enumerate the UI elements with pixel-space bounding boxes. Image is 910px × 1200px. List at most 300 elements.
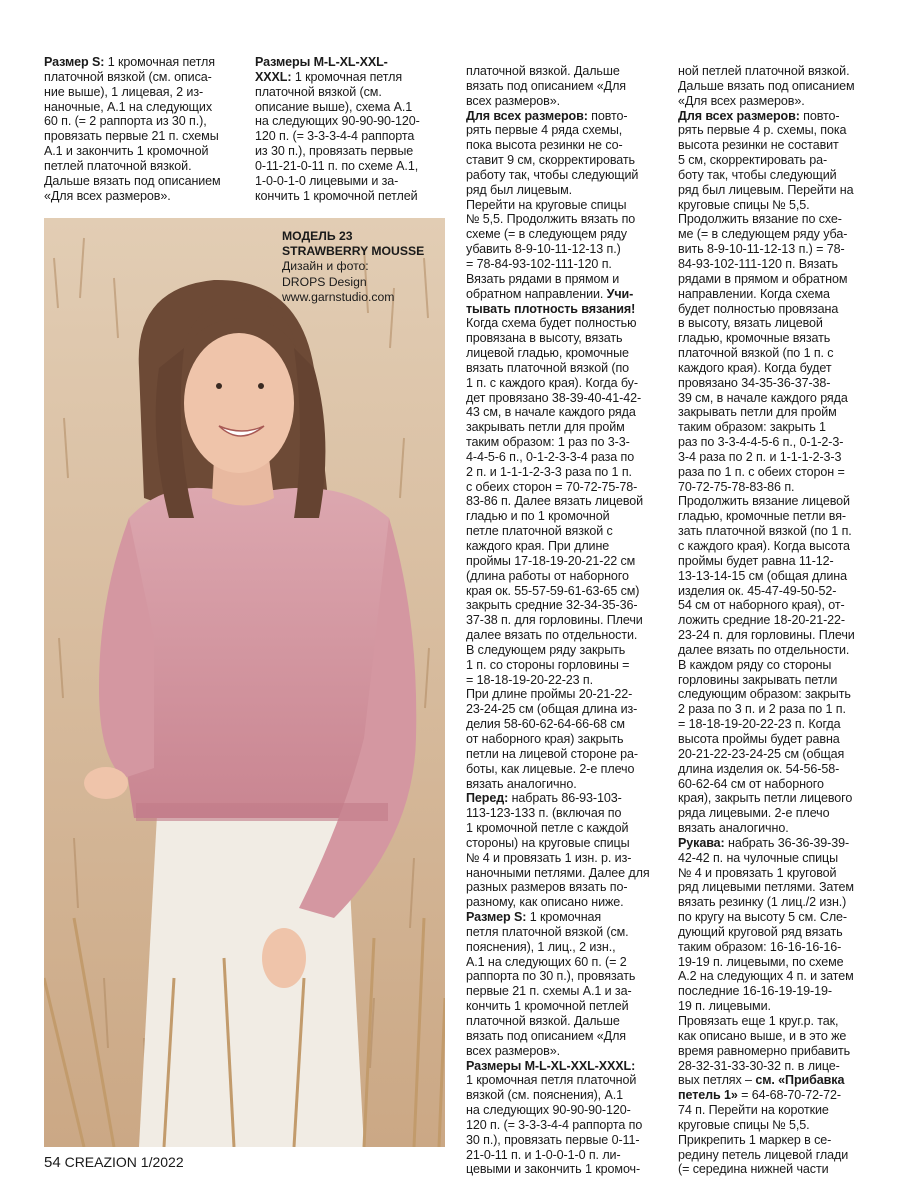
body-text: таким образом: 1 раз по 3-3- [466, 435, 630, 450]
design-credit-website: www.garnstudio.com [282, 289, 395, 304]
body-text: вязать под описанием «Для [466, 78, 626, 93]
body-text: А.1 на следующих 60 п. (= 2 [466, 954, 627, 969]
text-line [678, 821, 878, 836]
body-text: 120 п. (= 3-3-3-4-4 раппорта по [466, 1117, 643, 1132]
text-line [678, 1029, 878, 1044]
body-text: № 5,5. Продолжить вязать по [466, 212, 636, 227]
bold-heading: Рукава: [678, 835, 725, 850]
body-text: таким образом: 16-16-16-16- [678, 939, 842, 954]
body-text: по кругу на высоту 5 см. Сле- [678, 910, 848, 925]
text-line [678, 984, 878, 999]
text-line [466, 969, 666, 984]
text-line [678, 450, 878, 465]
text-line [678, 777, 878, 792]
text-line [466, 910, 666, 925]
body-text: Перейти на круговые спицы [466, 197, 627, 212]
text-line [678, 702, 878, 717]
body-text: 42-42 п. на чулочные спицы [678, 850, 839, 865]
body-text: первые 21 п. схемы А.1 и за- [466, 984, 632, 999]
text-line [466, 747, 666, 762]
design-credit-brand: DROPS Design [282, 274, 367, 289]
text-line [678, 198, 878, 213]
text-line [678, 747, 878, 762]
body-text: = 78-84-93-102-111-120 п. [466, 256, 612, 271]
body-text: Когда схема будет полностью [466, 316, 637, 331]
text-line [678, 836, 878, 851]
text-line [678, 376, 878, 391]
text-line [466, 465, 666, 480]
body-text: схеме (= в следующем ряду [466, 227, 627, 242]
body-text: круговые спицы № 5,5. [678, 197, 810, 212]
bold-heading: тывать плотность вязания! [466, 301, 636, 316]
body-text: редину петель лицевой глади [678, 1147, 849, 1162]
text-line [466, 212, 666, 227]
text-line [466, 123, 666, 138]
body-text: = 18-18-19-20-22-23 п. Когда [678, 717, 841, 732]
text-line [466, 791, 666, 806]
text-line [466, 435, 666, 450]
body-text: далее вязать по отдельности. [678, 642, 850, 657]
body-text: 1 п. с каждого края). Когда бу- [466, 375, 638, 390]
text-line [466, 494, 666, 509]
text-line [678, 925, 878, 940]
body-text: В каждом ряду со стороны [678, 657, 832, 672]
text-line [466, 272, 666, 287]
body-text: А.2 на следующих 4 п. и затем [678, 969, 854, 984]
body-text: Прикрепить 1 маркер в се- [678, 1132, 832, 1147]
body-text: кончить 1 кромочной петлей [466, 999, 629, 1014]
text-line [255, 85, 445, 100]
body-text: № 4 и провязать 1 круговой [678, 865, 837, 880]
body-text: гладью, кромочные петли вя- [678, 509, 847, 524]
text-line [678, 331, 878, 346]
text-line [678, 524, 878, 539]
body-text: 3-4 раза по 2 п. и 1-1-1-2-3-3 [678, 449, 842, 464]
body-text: лицевой гладью, кромочные [466, 346, 629, 361]
body-text: из 30 п.), провязать первые [255, 144, 414, 159]
body-text: всех размеров». [466, 1043, 561, 1058]
text-line [678, 1162, 878, 1177]
body-text: 120 п. (= 3-3-3-4-4 раппорта [255, 129, 415, 144]
text-line [466, 524, 666, 539]
bold-heading: Для всех размеров: [466, 108, 588, 123]
body-text: 54 см от наборного края), от- [678, 598, 845, 613]
bold-heading: Перед: [466, 791, 509, 806]
body-text: 2 раза по 3 п. и 2 раза по 1 п. [678, 702, 846, 717]
body-text: А.1 и закончить 1 кромочной [44, 144, 209, 159]
text-line [678, 584, 878, 599]
body-text: вязать аналогично. [678, 821, 789, 836]
text-line [678, 509, 878, 524]
body-text: последние 16-16-19-19-19- [678, 984, 832, 999]
text-line [466, 717, 666, 732]
body-text: наночные, А.1 на следующих [44, 99, 212, 114]
body-text: от наборного края) закрыть [466, 731, 624, 746]
text-line [466, 316, 666, 331]
bold-heading: см. «Прибавка [751, 1073, 845, 1088]
body-text: 70-72-75-78-83-86 п. [678, 479, 795, 494]
text-line [678, 955, 878, 970]
body-text: 23-24-25 см (общая длина из- [466, 702, 638, 717]
body-text: изделия ок. 45-47-49-50-52- [678, 583, 837, 598]
text-line [678, 480, 878, 495]
text-line [255, 174, 445, 189]
body-text: платочной вязкой (см. описа- [44, 69, 212, 84]
text-line [44, 70, 244, 85]
text-line [678, 717, 878, 732]
text-line [678, 673, 878, 688]
text-line [678, 762, 878, 777]
text-line [466, 658, 666, 673]
text-line [44, 114, 244, 129]
text-line [678, 1014, 878, 1029]
bold-heading: Размер S: [44, 55, 105, 69]
text-line [466, 1059, 666, 1074]
text-line [678, 316, 878, 331]
body-text: 13-13-14-15 см (общая длина [678, 568, 848, 583]
body-text: вязать резинку (1 лиц./2 изн.) [678, 895, 847, 910]
text-line [255, 55, 445, 70]
text-line [44, 100, 244, 115]
body-text: вых петлях – [678, 1073, 752, 1088]
body-text: будет полностью провязана [678, 301, 839, 316]
text-line [255, 189, 445, 204]
text-line [678, 613, 878, 628]
body-text: 2 п. и 1-1-1-2-3-3 раза по 1 п. [466, 464, 632, 479]
text-line [678, 391, 878, 406]
body-text: «Для всех размеров». [44, 188, 171, 203]
body-text: работу так, чтобы следующий [466, 167, 639, 182]
text-line [678, 1118, 878, 1133]
text-line [466, 346, 666, 361]
body-text: раз по 3-3-4-4-5-6 п., 0-1-2-3- [678, 435, 844, 450]
body-text: делия 58-60-62-64-66-68 см [466, 717, 625, 732]
text-line [466, 361, 666, 376]
text-line [678, 64, 878, 79]
face [184, 333, 294, 473]
text-line [466, 851, 666, 866]
text-line [466, 391, 666, 406]
text-line [466, 940, 666, 955]
text-line [678, 910, 878, 925]
text-line [678, 658, 878, 673]
body-text: 23-24 п. для горловины. Плечи [678, 628, 855, 643]
text-line [466, 777, 666, 792]
text-column-4 [678, 64, 878, 1177]
body-text: дующий круговой ряд вязать [678, 924, 843, 939]
bold-heading: Размеры M-L-XL-XXL-XXXL: [466, 1058, 636, 1073]
photo-illustration [44, 218, 445, 1147]
text-line [255, 129, 445, 144]
body-text: следующим образом: закрыть [678, 687, 851, 702]
text-line [466, 598, 666, 613]
text-line [678, 791, 878, 806]
body-text: Провязать еще 1 круг.р. так, [678, 1014, 839, 1028]
body-text: петле платочной вязкой с [466, 524, 613, 539]
text-line [466, 1044, 666, 1059]
text-line [466, 109, 666, 124]
body-text: гладью и по 1 кромочной [466, 509, 610, 524]
body-text: набрать 86-93-103- [508, 791, 622, 806]
body-text: пояснения), 1 лиц., 2 изн., [466, 939, 616, 954]
text-line [466, 138, 666, 153]
body-text: повто- [587, 108, 628, 123]
body-text: каждого края. При длине [466, 539, 610, 553]
text-line [678, 732, 878, 747]
body-text: с обеих сторон = 70-72-75-78- [466, 479, 638, 494]
design-credit-label: Дизайн и фото: [282, 259, 369, 274]
body-text: боты, как лицевые. 2-е плечо [466, 761, 635, 776]
text-column-2 [255, 55, 445, 203]
text-line [678, 851, 878, 866]
text-line [678, 569, 878, 584]
body-text: Дальше вязать под описанием [678, 78, 855, 93]
text-line [466, 925, 666, 940]
body-text: вязкой (см. пояснения), А.1 [466, 1088, 623, 1103]
text-line [466, 1133, 666, 1148]
body-text: В следующем ряду закрыть [466, 642, 626, 657]
text-line [466, 64, 666, 79]
text-line [466, 1073, 666, 1088]
text-line [466, 1103, 666, 1118]
text-line [466, 450, 666, 465]
body-text: на следующих 90-90-90-120- [255, 114, 420, 129]
text-line [466, 1162, 666, 1177]
text-line [466, 242, 666, 257]
text-line [466, 821, 666, 836]
text-line [678, 79, 878, 94]
text-line [678, 628, 878, 643]
body-text: 0-11-21-0-11 п. по схеме А.1, [255, 158, 419, 173]
body-text: вязать аналогично. [466, 776, 577, 791]
text-line [678, 494, 878, 509]
body-text: как описано выше, и в это же [678, 1028, 847, 1043]
text-line [44, 159, 244, 174]
bold-heading: Для всех размеров: [678, 108, 800, 123]
body-text: провязана в высоту, вязать [466, 331, 623, 346]
text-line [466, 628, 666, 643]
text-line [678, 168, 878, 183]
body-text: платочной вязкой. Дальше [466, 1014, 620, 1028]
text-line [678, 1103, 878, 1118]
text-line [678, 1088, 878, 1103]
body-text: ряд был лицевым. [466, 182, 572, 197]
text-line [44, 85, 244, 100]
text-line [466, 168, 666, 183]
text-line [466, 1088, 666, 1103]
body-text: направлении. Когда схема [678, 286, 830, 301]
text-line [466, 183, 666, 198]
text-line [255, 159, 445, 174]
body-text: круговые спицы № 5,5. [678, 1117, 810, 1132]
model-name: STRAWBERRY MOUSSE [282, 244, 425, 259]
body-text: (длина работы от наборного [466, 568, 629, 583]
text-line [678, 465, 878, 480]
text-line [44, 129, 244, 144]
body-text: вязать под описанием «Для [466, 1028, 626, 1043]
text-line [466, 376, 666, 391]
text-line [44, 189, 244, 204]
text-line [44, 144, 244, 159]
body-text: 39 см, в начале каждого ряда [678, 390, 848, 405]
text-line [466, 1014, 666, 1029]
bold-heading: Учи- [603, 286, 634, 301]
text-line [678, 272, 878, 287]
text-line [466, 643, 666, 658]
body-text: проймы будет равна 11-12- [678, 553, 834, 568]
text-line [466, 1118, 666, 1133]
text-line [678, 895, 878, 910]
body-text: петли на лицевой стороне ра- [466, 746, 638, 761]
body-text: проймы 17-18-19-20-21-22 см [466, 553, 636, 568]
body-text: на следующих 90-90-90-120- [466, 1103, 631, 1118]
text-line [678, 866, 878, 881]
body-text: 83-86 п. Далее вязать лицевой [466, 494, 644, 509]
body-text: обратном направлении. [466, 286, 604, 301]
text-line [466, 79, 666, 94]
bold-heading: Размеры M-L-XL-XXL- [255, 55, 388, 69]
body-text: рядами в прямом и обратном [678, 271, 848, 286]
bold-heading: XXXL: [255, 69, 292, 84]
text-line [466, 405, 666, 420]
body-text: ложить средние 18-20-21-22- [678, 613, 845, 628]
text-line [678, 880, 878, 895]
text-line [678, 940, 878, 955]
body-text: всех размеров». [466, 93, 561, 108]
body-text: ряд лицевыми петлями. Затем [678, 880, 854, 895]
text-line [678, 1073, 878, 1088]
body-text: 20-21-22-23-24-25 см (общая [678, 746, 845, 761]
body-text: = 18-18-19-20-22-23 п. [466, 672, 594, 687]
text-line [466, 569, 666, 584]
text-line [466, 198, 666, 213]
text-line [678, 1044, 878, 1059]
text-line [678, 643, 878, 658]
text-line [255, 100, 445, 115]
body-text: платочной вязкой (по 1 п. с [678, 346, 834, 361]
body-text: рять первые 4 ряда схемы, [466, 123, 623, 138]
body-text: провязать первые 21 п. схемы [44, 129, 219, 144]
body-text: 1 кромочная петля платочной [466, 1073, 637, 1088]
body-text: = 64-68-70-72-72- [737, 1088, 841, 1103]
body-text: описание выше), схема А.1 [255, 99, 413, 114]
body-text: разному, как описано ниже. [466, 895, 624, 910]
body-text: 30 п.), провязать первые 0-11- [466, 1132, 640, 1147]
text-line [466, 836, 666, 851]
text-line [678, 806, 878, 821]
text-line [466, 806, 666, 821]
body-text: края), закрыть петли лицевого [678, 791, 853, 806]
page-number: 54 [44, 1154, 61, 1171]
body-text: вязать платочной вязкой (по [466, 360, 630, 375]
text-line [466, 153, 666, 168]
body-text: гладью, кромочные вязать [678, 331, 831, 346]
text-line [678, 346, 878, 361]
text-line [678, 405, 878, 420]
text-line [466, 584, 666, 599]
body-text: № 4 и провязать 1 изн. р. из- [466, 850, 632, 865]
body-text: ряда лицевыми. 2-е плечо [678, 806, 830, 821]
body-text: 1 п. со стороны горловины = [466, 657, 630, 672]
text-line [678, 598, 878, 613]
body-text: цевыми и закончить 1 кромоч- [466, 1162, 641, 1177]
body-text: 60 п. (= 2 раппорта из 30 п.), [44, 114, 207, 129]
text-line [255, 70, 445, 85]
body-text: таким образом: закрыть 1 [678, 420, 826, 435]
text-line [466, 420, 666, 435]
text-line [678, 420, 878, 435]
text-line [255, 144, 445, 159]
photo-caption [282, 229, 424, 305]
body-text: 1 кромочная петля [104, 55, 215, 69]
page-footer [44, 1154, 184, 1171]
body-text: ме (= в следующем ряду уба- [678, 227, 848, 242]
text-line [466, 302, 666, 317]
text-line [466, 687, 666, 702]
body-text: 4-4-5-6 п., 0-1-2-3-3-4 раза по [466, 449, 635, 464]
text-line [678, 138, 878, 153]
text-line [466, 554, 666, 569]
bold-heading: петель 1» [678, 1088, 738, 1103]
text-line [466, 762, 666, 777]
text-line [678, 242, 878, 257]
text-line [466, 613, 666, 628]
text-line [678, 212, 878, 227]
body-text: 37-38 п. для горловины. Плечи [466, 613, 643, 628]
body-text: петля платочной вязкой (см. [466, 924, 629, 939]
body-text: повто- [799, 108, 840, 123]
body-text: рять первые 4 р. схемы, пока [678, 123, 847, 138]
text-line [466, 227, 666, 242]
text-line [678, 153, 878, 168]
body-text: каждого края). Когда будет [678, 360, 832, 375]
text-line [466, 539, 666, 554]
text-line [466, 895, 666, 910]
body-text: закрывать петли для пройм [678, 405, 837, 420]
body-text: ной петлей платочной вязкой. [678, 64, 850, 78]
body-text: длина изделия ок. 54-56-58- [678, 761, 840, 776]
text-line [466, 1029, 666, 1044]
body-text: Продолжить вязание по схе- [678, 212, 842, 227]
body-text: 1-0-0-1-0 лицевыми и за- [255, 173, 399, 188]
text-line [255, 114, 445, 129]
body-text: 113-123-133 п. (включая по [466, 806, 622, 821]
text-line [678, 554, 878, 569]
text-line [678, 109, 878, 124]
body-text: При длине проймы 20-21-22- [466, 687, 633, 702]
text-line [466, 955, 666, 970]
body-text: ние выше), 1 лицевая, 2 из- [44, 84, 204, 99]
text-line [466, 673, 666, 688]
body-text: высота резинки не составит [678, 138, 839, 153]
body-text: с каждого края). Когда высота [678, 539, 850, 553]
text-line [466, 732, 666, 747]
text-line [466, 1148, 666, 1163]
text-line [678, 1148, 878, 1163]
text-line [678, 687, 878, 702]
text-column-1 [44, 55, 244, 203]
body-text: ряд был лицевым. Перейти на [678, 182, 854, 197]
body-text: 19 п. лицевыми. [678, 999, 771, 1014]
body-text: набрать 36-36-39-39- [724, 835, 850, 850]
text-line [466, 866, 666, 881]
body-text: 21-0-11 п. и 1-0-0-1-0 п. ли- [466, 1147, 621, 1162]
body-text: далее вязать по отдельности. [466, 628, 638, 643]
text-line [678, 123, 878, 138]
text-line [466, 880, 666, 895]
text-line [678, 287, 878, 302]
body-text: 5 см, скорректировать ра- [678, 153, 828, 168]
